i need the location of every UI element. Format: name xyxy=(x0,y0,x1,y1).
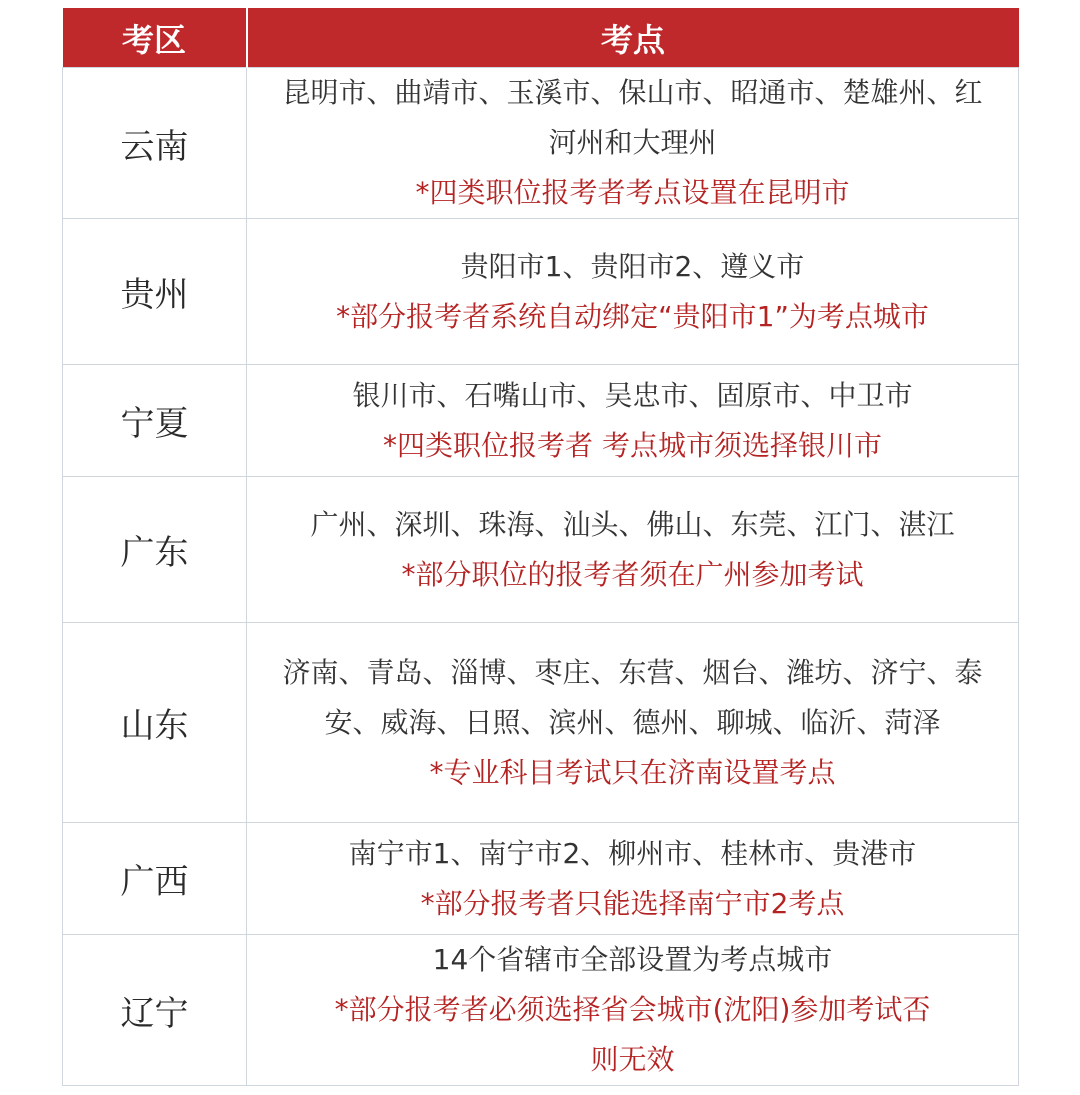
table-row xyxy=(63,623,1019,823)
table-row xyxy=(63,68,1019,219)
region-cell: 广东 xyxy=(63,477,247,623)
note-text: *部分报考者只能选择南宁市2考点 xyxy=(420,886,845,920)
region-cell: 广西 xyxy=(63,823,247,935)
site-cell xyxy=(247,219,1019,365)
note-text: *部分报考者系统自动绑定“贵阳市1”为考点城市 xyxy=(336,299,929,333)
note-text: *专业科目考试只在济南设置考点 xyxy=(429,755,836,789)
table-header-row xyxy=(63,8,1019,68)
site-cell xyxy=(247,823,1019,935)
table-row xyxy=(63,823,1019,935)
note-text: *四类职位报考者 考点城市须选择银川市 xyxy=(383,428,882,462)
note-text: *部分职位的报考者须在广州参加考试 xyxy=(401,557,864,591)
region-cell: 山东 xyxy=(63,623,247,823)
city-list: 昆明市、曲靖市、玉溪市、保山市、昭通市、楚雄州、红河州和大理州 xyxy=(282,76,983,159)
site-cell xyxy=(247,477,1019,623)
region-cell: 云南 xyxy=(63,68,247,219)
table-row xyxy=(63,477,1019,623)
table-row xyxy=(63,219,1019,365)
exam-site-table xyxy=(62,8,1019,1086)
site-cell xyxy=(247,68,1019,219)
city-list: 贵阳市1、贵阳市2、遵义市 xyxy=(460,249,805,283)
city-list: 济南、青岛、淄博、枣庄、东营、烟台、潍坊、济宁、泰安、威海、日照、滨州、德州、聊城、临沂、菏泽 xyxy=(282,655,983,739)
city-list: 广州、深圳、珠海、汕头、佛山、东莞、江门、湛江 xyxy=(310,507,955,541)
header-site: 考点 xyxy=(247,8,1019,68)
region-cell: 辽宁 xyxy=(63,935,247,1086)
region-cell: 贵州 xyxy=(63,219,247,365)
table-row xyxy=(63,365,1019,477)
note-text: *部分报考者必须选择省会城市(沈阳)参加考试否则无效 xyxy=(334,993,931,1076)
note-text: *四类职位报考者考点设置在昆明市 xyxy=(415,176,850,209)
site-cell xyxy=(247,623,1019,823)
site-cell xyxy=(247,365,1019,477)
header-region: 考区 xyxy=(63,8,247,68)
city-list: 南宁市1、南宁市2、柳州市、桂林市、贵港市 xyxy=(348,836,917,870)
region-cell: 宁夏 xyxy=(63,365,247,477)
table-row xyxy=(63,935,1019,1086)
city-list: 14个省辖市全部设置为考点城市 xyxy=(432,943,833,976)
site-cell xyxy=(247,935,1019,1086)
city-list: 银川市、石嘴山市、吴忠市、固原市、中卫市 xyxy=(352,378,913,412)
